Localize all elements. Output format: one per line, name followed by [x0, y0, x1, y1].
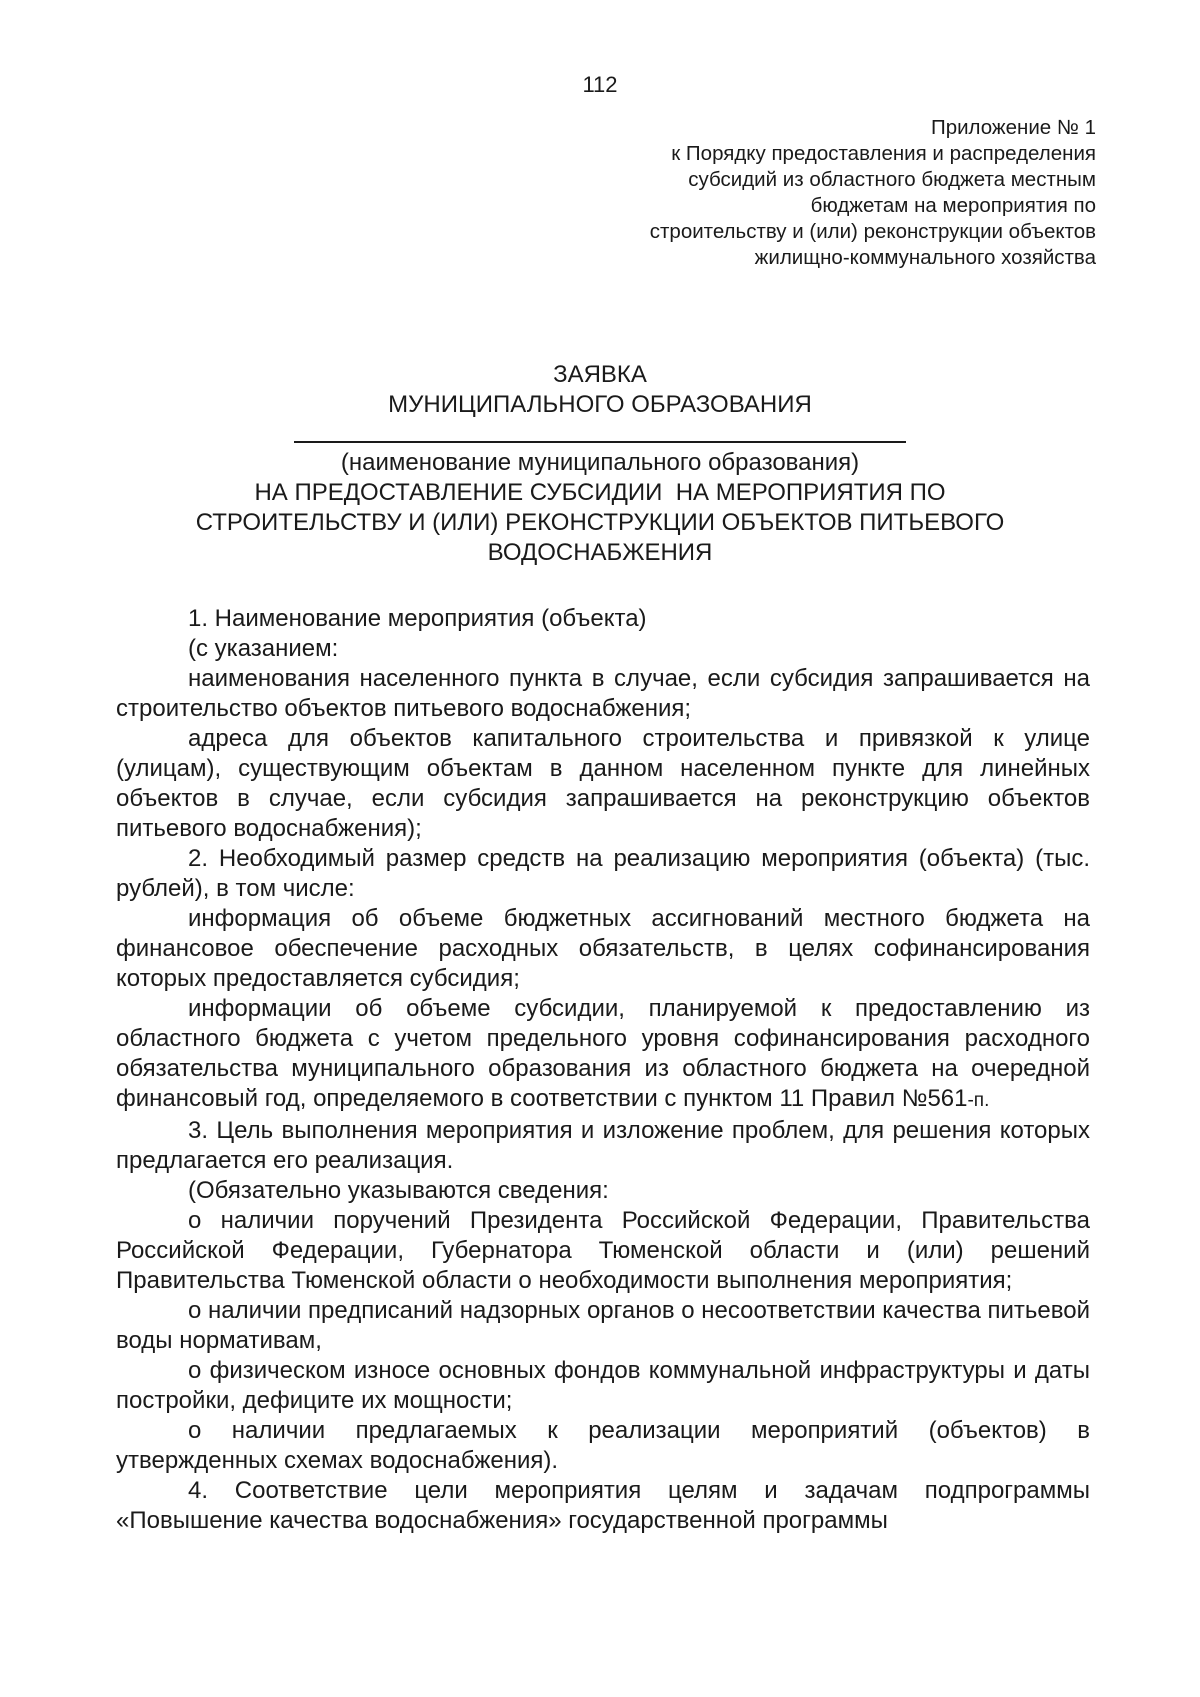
paragraph: (с указанием:: [188, 635, 339, 662]
appendix-line: Приложение № 1: [930, 116, 1096, 139]
paragraph: 2. Необходимый размер средств на реализацию мероприятия (объекта) (тыс. рублей), в том числе:: [116, 845, 1090, 902]
paragraph: [116, 994, 1090, 1116]
paragraph: о наличии предлагаемых к реализации мероприятий (объектов) в утвержденных схемах водоснабжения).: [116, 1417, 1090, 1474]
paragraph: (Обязательно указываются сведения:: [188, 1177, 609, 1204]
title-line: МУНИЦИПАЛЬНОГО ОБРАЗОВАНИЯ: [388, 391, 812, 418]
paragraph: 1. Наименование мероприятия (объекта): [188, 605, 647, 632]
paragraph: 4. Соответствие цели мероприятия целям и задачам подпрограммы «Повышение качества водоснабжения» государственной программы: [116, 1477, 1090, 1534]
paragraph: адреса для объектов капитального строительства и привязкой к улице (улицам), существующим объектам в данном населенном пункте для линейных объектов в случае, если субсидия запрашивается на реконструкцию объектов питьевого водоснабжения);: [116, 725, 1090, 842]
paragraph: 3. Цель выполнения мероприятия и изложение проблем, для решения которых предлагается его реализация.: [116, 1117, 1090, 1174]
appendix-line: бюджетам на мероприятия по: [810, 194, 1096, 217]
blank-fill-line: [294, 441, 906, 443]
paragraph: о наличии предписаний надзорных органов о несоответствии качества питьевой воды нормативам,: [116, 1297, 1090, 1354]
paragraph: информация об объеме бюджетных ассигнований местного бюджета на финансовое обеспечение расходных обязательств, в целях софинансирования которых предоставляется субсидия;: [116, 905, 1090, 992]
paragraph: наименования населенного пункта в случае, если субсидия запрашивается на строительство объектов питьевого водоснабжения;: [116, 665, 1090, 722]
paragraph-suffix: -п.: [967, 1090, 990, 1111]
blank-caption: (наименование муниципального образования): [340, 449, 860, 476]
paragraph: о физическом износе основных фондов коммунальной инфраструктуры и даты постройки, дефиците их мощности;: [116, 1357, 1090, 1414]
appendix-line: субсидий из областного бюджета местным: [688, 168, 1096, 191]
appendix-header: [536, 115, 1096, 271]
appendix-line: жилищно-коммунального хозяйства: [754, 246, 1096, 269]
title-line: НА ПРЕДОСТАВЛЕНИЕ СУБСИДИИ НА МЕРОПРИЯТИЯ ПО: [254, 479, 946, 506]
document-title: [0, 360, 1200, 568]
paragraph-text: информации об объеме субсидии, планируемой к предоставлению из областного бюджета с учетом предельного уровня софинансирования расходного обязательства муниципального образования из областного бюджета на очередной финансовый год, определяемого в соответствии с пунктом 11 Правил №561: [116, 995, 1090, 1112]
title-line: ЗАЯВКА: [553, 361, 647, 388]
title-line: ВОДОСНАБЖЕНИЯ: [487, 539, 713, 566]
appendix-line: строительству и (или) реконструкции объектов: [649, 220, 1096, 243]
paragraph: о наличии поручений Президента Российской Федерации, Правительства Российской Федерации, Губернатора Тюменской области и (или) решений Правительства Тюменской области о необходимости выполнения мероприятия;: [116, 1207, 1090, 1294]
page-number: 112: [582, 72, 618, 97]
appendix-line: к Порядку предоставления и распределения: [671, 142, 1096, 165]
title-line: СТРОИТЕЛЬСТВУ И (ИЛИ) РЕКОНСТРУКЦИИ ОБЪЕКТОВ ПИТЬЕВОГО: [195, 509, 1005, 536]
document-body: [116, 604, 1090, 1536]
